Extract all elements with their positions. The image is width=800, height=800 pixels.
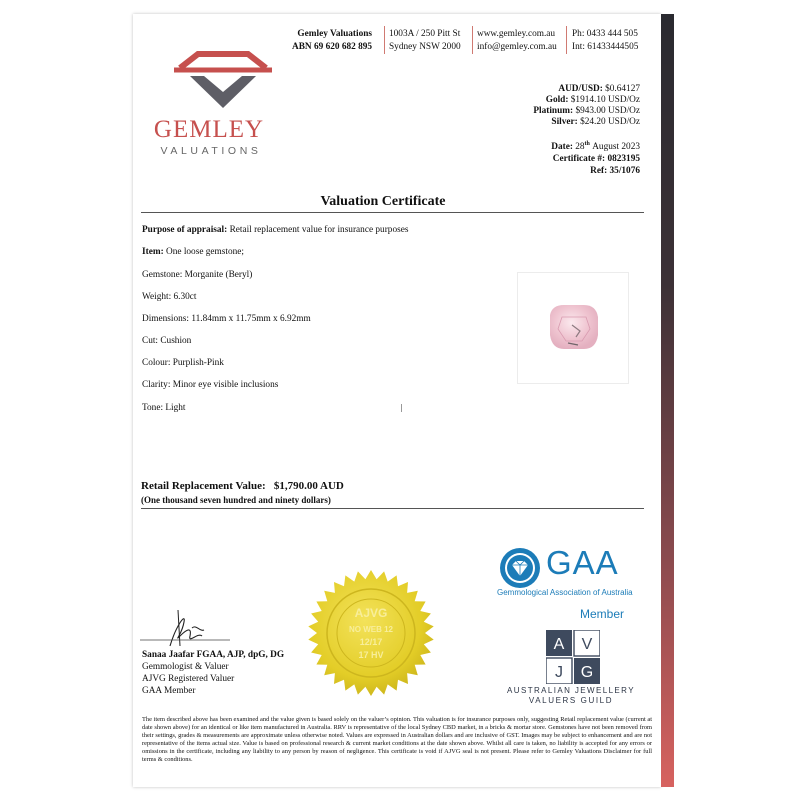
header-web [477,28,557,53]
morganite-gem-icon [518,273,628,383]
seal-date-text: 12/17 [359,637,383,647]
gemstone-field: Gemstone: Morganite (Beryl) [142,270,253,280]
gaa-member-label: Member [580,607,625,621]
header-divider [566,26,567,54]
ajvg-name-line-1: AUSTRALIAN JEWELLERY [507,686,635,695]
clarity-field: Clarity: Minor eye visible inclusions [142,380,279,390]
company-name: Gemley Valuations [297,29,373,39]
ajvg-letter: V [581,636,593,653]
weight-field: Weight: 6.30ct [142,292,197,302]
date-row: Date: 28th August 2023 [551,141,640,153]
ajvg-letter: J [555,664,563,681]
purpose-field: Purpose of appraisal: Retail replacement value for insurance purposes [142,225,409,235]
rate-row: Platinum: $943.00 USD/Oz [533,106,640,116]
certificate-meta [551,138,640,177]
signatory-name: Sanaa Jaafar FGAA, AJP, dpG, DG [142,650,285,660]
header-phone [572,28,638,53]
logo-wordmark: GEMLEY [153,116,265,143]
rate-row: Gold: $1914.10 USD/Oz [545,95,640,105]
company-abn: ABN 69 620 682 895 [292,41,373,52]
header-divider [384,26,385,54]
header-address [389,28,461,53]
header-company [292,28,372,53]
ref-row: Ref: 35/1076 [590,166,640,177]
ajvg-logo-icon [546,630,600,684]
title-underline [141,212,644,213]
logo-subtitle: VALUATIONS [160,145,262,157]
dimensions-field: Dimensions: 11.84mm x 11.75mm x 6.92mm [142,314,311,324]
address-line-2: Sydney NSW 2000 [389,41,461,52]
retail-replacement-value: Retail Replacement Value: $1,790.00 AUD [141,480,344,492]
ajvg-letter: G [580,664,594,681]
ajvg-gold-seal-icon [307,569,435,697]
signatory-title: Gemmologist & Valuer [142,662,229,672]
address-line-1: 1003A / 250 Pitt St [389,29,461,39]
certificate-number-row: Certificate #: 0823195 [552,154,640,165]
phone-number: Ph: 0433 444 505 [572,29,638,39]
tone-field: Tone: Light [142,403,186,413]
decorative-mark [401,404,402,412]
gaa-acronym: GAA [546,544,619,581]
intl-phone-number: Int: 61433444505 [572,41,639,52]
cut-field: Cut: Cushion [142,336,192,346]
gaa-emblem-icon [498,546,542,590]
rate-row: Silver: $24.20 USD/Oz [551,117,640,127]
signatory-membership: GAA Member [142,686,196,696]
header-divider [472,26,473,54]
page-title: Valuation Certificate [320,194,446,209]
colour-field: Colour: Purplish-Pink [142,358,224,368]
ajvg-name-line-2: VALUERS GUILD [528,696,614,705]
email-link[interactable]: info@gemley.com.au [477,41,557,52]
item-field: Item: One loose gemstone; [142,247,244,257]
value-rule [141,508,644,509]
value-in-words: (One thousand seven hundred and ninety dollars) [141,495,331,505]
gaa-full-name: Gemmological Association of Australia [497,588,633,597]
metal-rates [533,84,640,128]
ajvg-letter: A [553,636,565,653]
valuer-signature [140,606,260,650]
seal-bottom-text: 17 HV [358,650,384,660]
decorative-side-bar [661,14,674,787]
gemstone-photo [517,272,629,384]
seal-top-text: AJVG [354,606,388,620]
seal-center-text: NO WEB 12 [348,625,394,634]
signatory-registration: AJVG Registered Valuer [142,674,235,684]
disclaimer-text: The item described above has been examined and the value given is based solely on the valuer’s opinion. This valuation is for insurance purposes only, suggesting Retail replacement value (current at date shown above) for an identical or like item manufactured in Australia. RRV is representative of the local Sydney CBD market, in a bricks & mortar store. Gemstones have not been removed from their settings, grades & measurements are approximate unless otherwise noted. Values are expressed in Australian dollars and are inclusive of GST. Images may be subject to enhancement and are not representative of the items actual size. Value is based on professional research & current market conditions at the date shown above. Whilst all care is taken, no liability is accepted for any errors or omissions in the certificate, including any liability to any person by reason of negligence. This certificate is void if AJVG seal is not present. Please refer to Gemley Valuations Disclaimer for full terms & conditions. [142,716,652,763]
website-link[interactable]: www.gemley.com.au [477,29,556,39]
rate-row: AUD/USD: $0.64127 [558,84,640,94]
